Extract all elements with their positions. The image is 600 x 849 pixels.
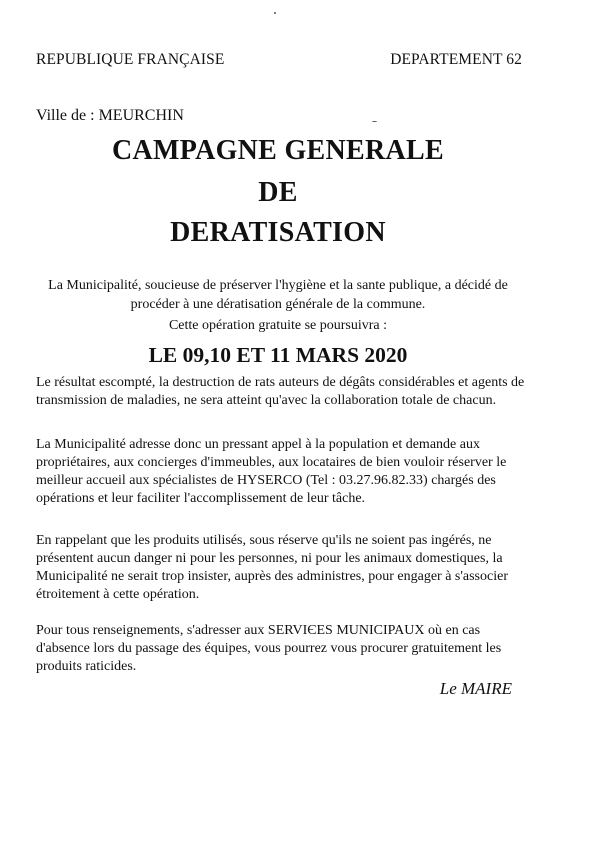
- intro-text: La Municipalité, soucieuse de préserver l'hygiène et la sante publique, a décidé de procéder à une dératisation générale de la commune.: [48, 278, 508, 312]
- ville-label: Ville de : MEURCHIN: [36, 107, 184, 124]
- header-departement: DEPARTEMENT 62: [390, 51, 522, 68]
- title-line-1: CAMPAGNE GENERALE: [111, 135, 445, 166]
- paragraph-appel: La Municipalité adresse donc un pressant appel à la population et demande aux propriétaires, aux concierges d'immeubles, aux locataires de bien vouloir réserver le meilleur accueil aux spécialistes de HYSERCO (Tel : 03.27.96.82.33) chargés des opérations et leur faciliter l'accomplissement de leur tâche.: [36, 437, 507, 506]
- scan-speck: [372, 121, 377, 122]
- header-republique: REPUBLIQUE FRANÇAISE: [36, 51, 225, 68]
- scan-speck: [274, 12, 276, 14]
- title-line-3: DERATISATION: [170, 217, 386, 248]
- campaign-dates: LE 09,10 ET 11 MARS 2020: [148, 343, 408, 367]
- paragraph-resultat: Le résultat escompté, la destruction de rats auteurs de dégâts considérables et agents de transmission de maladies, ne sera atteint qu'avec la collaboration totale de chacun.: [36, 375, 525, 408]
- paragraph-renseignements: Pour tous renseignements, s'adresser aux SERVIЄES MUNICIPAUX où en cas d'absence lors du passage des équipes, vous pourrez vous procurer gratuitement les produits raticides.: [36, 623, 502, 674]
- subintro-text: Cette opération gratuite se poursuivra :: [168, 318, 388, 333]
- title-line-2: DE: [258, 177, 298, 208]
- paragraph-produits: En rappelant que les produits utilisés, sous réserve qu'ils ne soient pas ingérés, ne présentent aucun danger ni pour les personnes, ni pour les animaux domestiques, la Municipalité ne serait trop insister, auprès des administres, pour engager à s'associer étroitement à cette opération.: [36, 533, 508, 602]
- signature: Le MAIRE: [439, 679, 512, 698]
